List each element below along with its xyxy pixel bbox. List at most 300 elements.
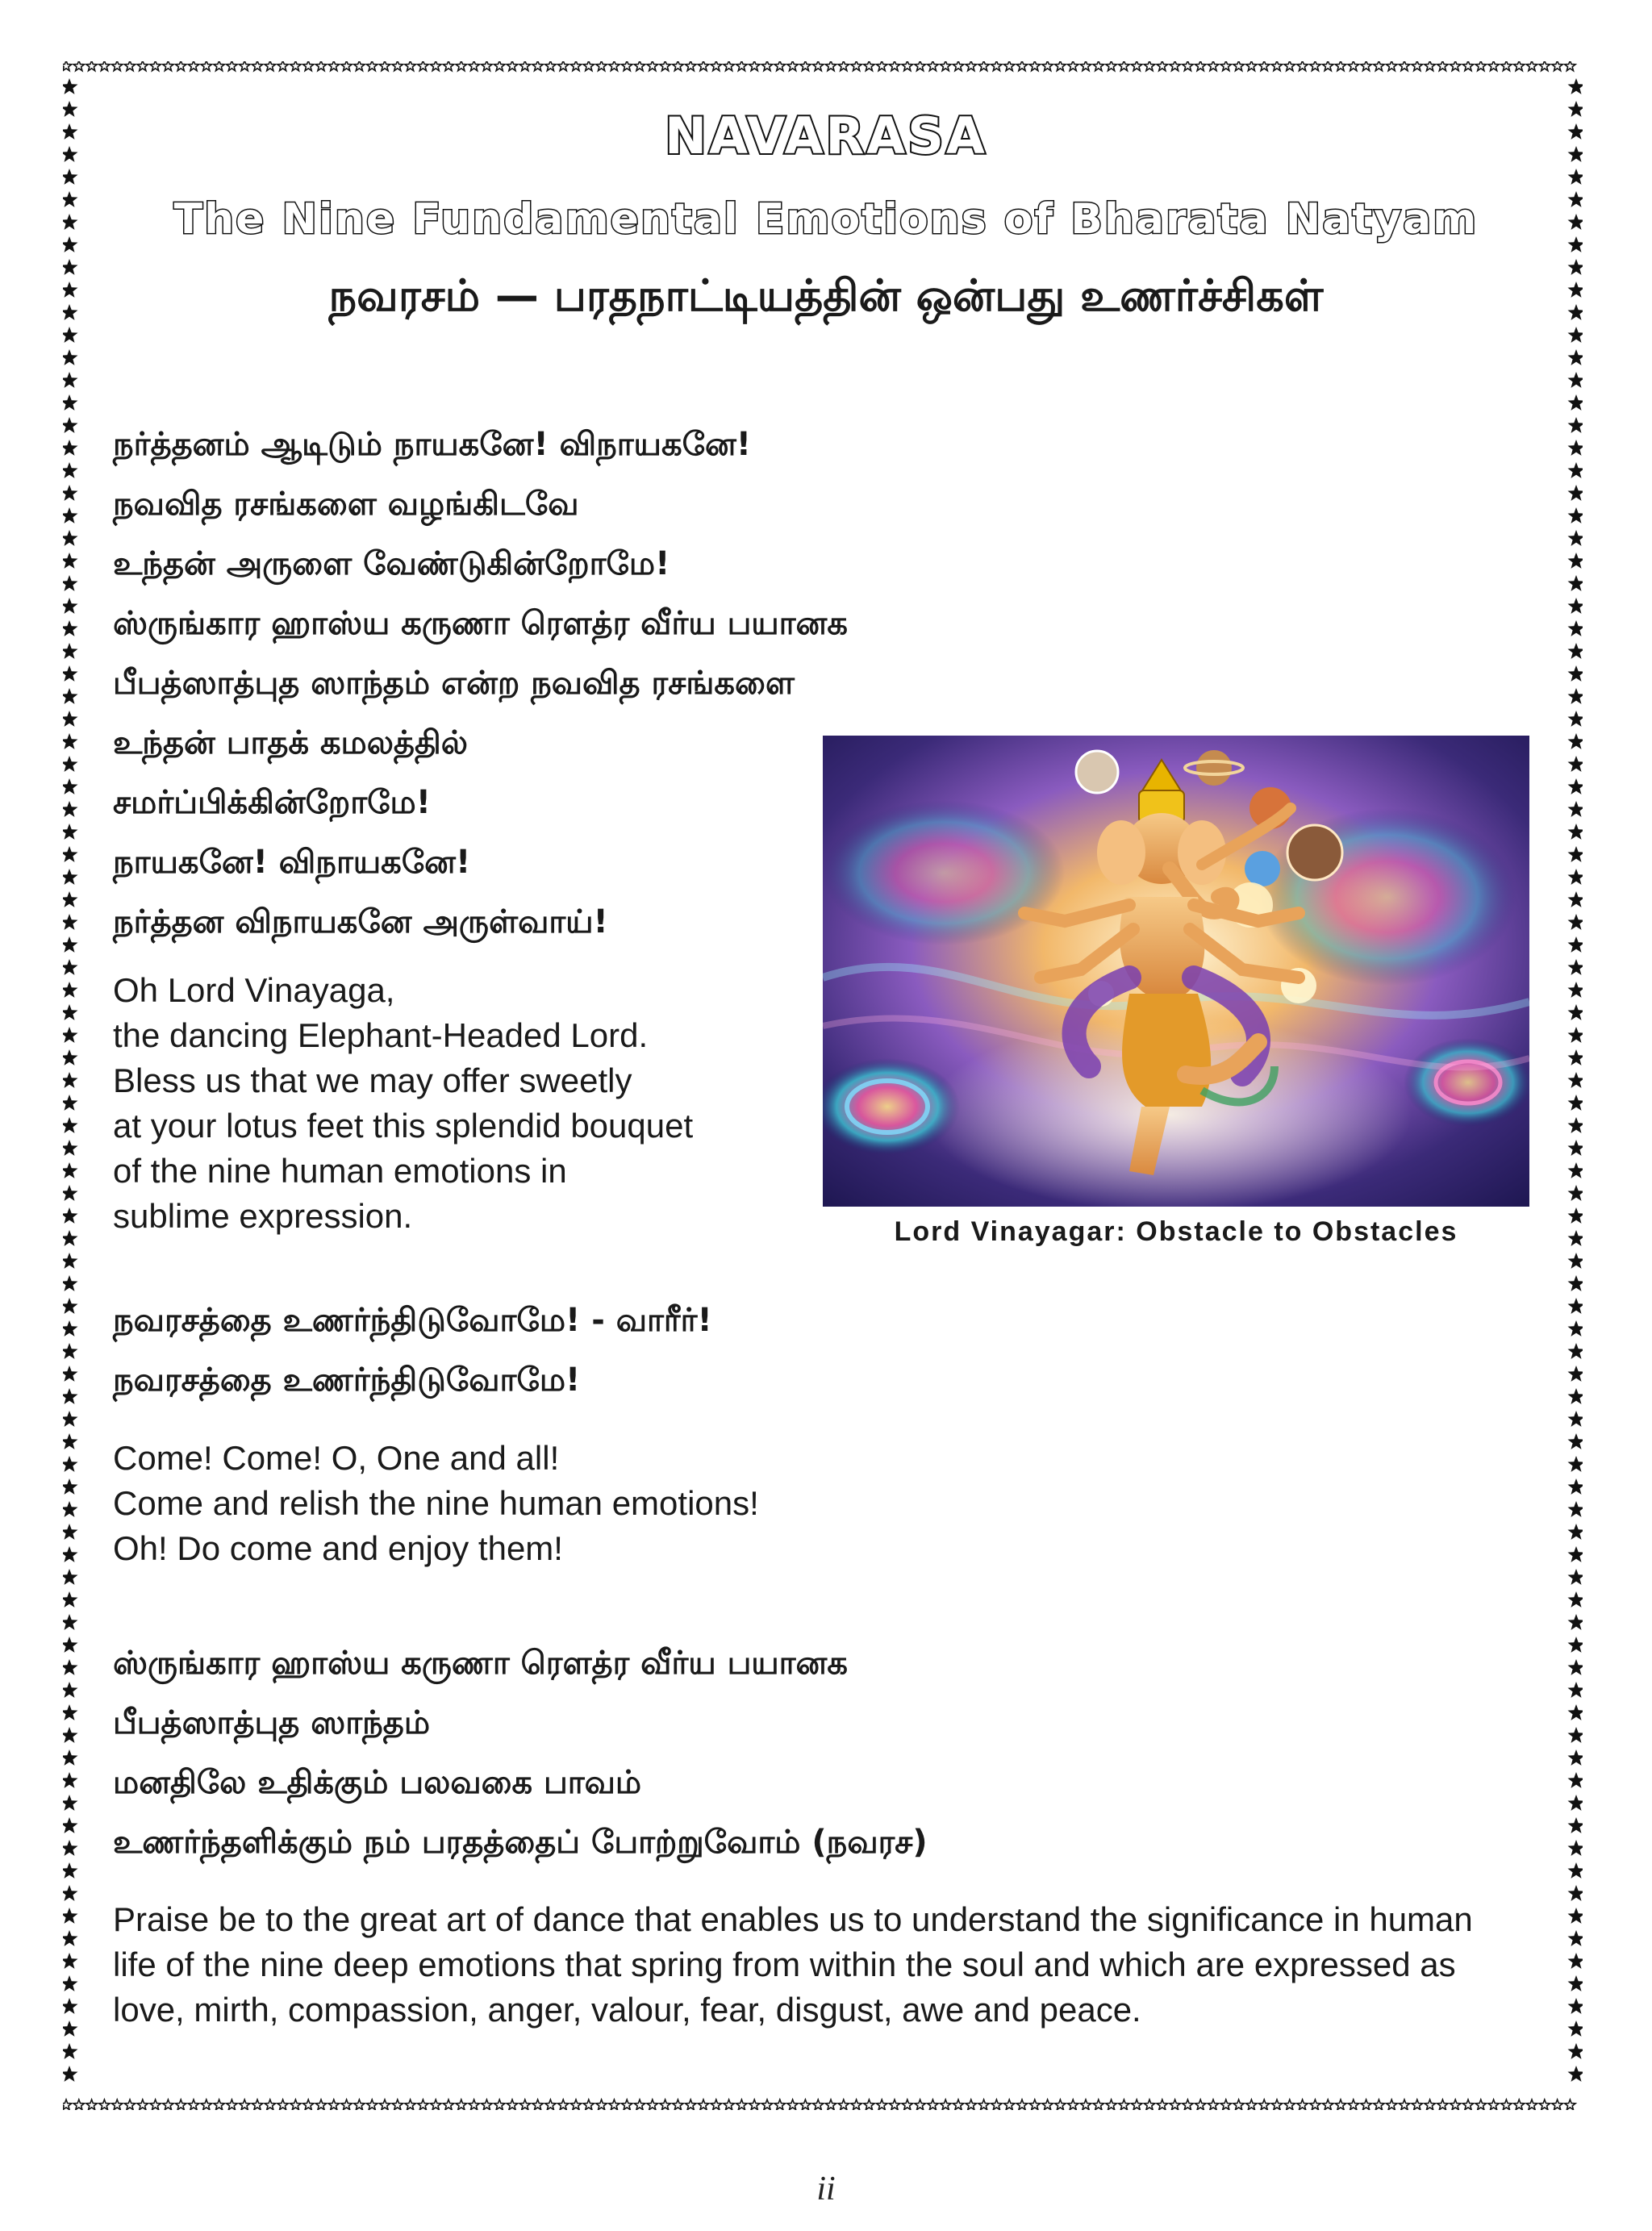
- border-star-icon: [1568, 1366, 1583, 1382]
- border-star-icon: [1568, 417, 1583, 433]
- border-star-icon: [724, 61, 734, 71]
- border-star-icon: [507, 61, 517, 71]
- border-star-icon: [201, 61, 211, 71]
- border-star-icon: [124, 61, 135, 71]
- border-star-icon: [63, 575, 78, 591]
- border-star-icon: [99, 2100, 110, 2110]
- border-star-icon: [1568, 756, 1583, 772]
- border-star-icon: [63, 2066, 78, 2082]
- border-star-icon: [1132, 61, 1142, 71]
- border-star-icon: [86, 2100, 97, 2110]
- border-star-icon: [851, 2100, 861, 2110]
- border-star-icon: [1246, 2100, 1257, 2110]
- border-star-icon: [1323, 61, 1333, 71]
- border-star-icon: [1029, 61, 1040, 71]
- border-star-icon: [1568, 665, 1583, 682]
- page-title: NAVARASA: [665, 106, 987, 165]
- tamil-line: உணர்ந்தளிக்கும் நம் பரதத்தைப் போற்றுவோம் (நவரச): [113, 1824, 928, 1861]
- border-star-icon: [545, 61, 556, 71]
- border-star-icon: [1568, 485, 1583, 501]
- border-star-icon: [1055, 2100, 1066, 2110]
- border-star-icon: [1144, 2100, 1154, 2110]
- border-star-icon: [1170, 2100, 1180, 2110]
- border-star-icon: [201, 2100, 211, 2110]
- border-star-icon: [63, 1411, 78, 1427]
- border-star-icon: [482, 2100, 492, 2110]
- border-star-icon: [443, 2100, 453, 2110]
- border-star-icon: [736, 2100, 747, 2110]
- border-star-icon: [1310, 2100, 1320, 2110]
- border-star-icon: [1568, 1885, 1583, 1901]
- border-star-icon: [63, 1072, 78, 1088]
- border-star-icon: [1157, 2100, 1167, 2110]
- border-star-icon: [112, 61, 123, 71]
- border-star-icon: [1016, 61, 1027, 71]
- border-star-icon: [63, 959, 78, 975]
- border-star-icon: [418, 2100, 428, 2110]
- border-star-icon: [354, 61, 365, 71]
- border-star-icon: [63, 1817, 78, 1833]
- border-star-icon: [1183, 61, 1193, 71]
- border-star-icon: [1568, 1185, 1583, 1201]
- border-star-icon: [1310, 61, 1320, 71]
- border-star-icon: [864, 61, 874, 71]
- border-star-icon: [303, 61, 314, 71]
- border-star-icon: [1568, 1388, 1583, 1404]
- border-star-icon: [698, 2100, 708, 2110]
- border-star-icon: [63, 846, 78, 862]
- border-star-icon: [941, 2100, 951, 2110]
- border-star-icon: [63, 824, 78, 840]
- border-star-icon: [1042, 2100, 1053, 2110]
- border-star-icon: [825, 2100, 836, 2110]
- border-star-icon: [1195, 61, 1206, 71]
- border-star-icon: [1029, 2100, 1040, 2110]
- border-star-icon: [1475, 2100, 1486, 2110]
- border-star-icon: [1399, 61, 1409, 71]
- border-star-icon: [1132, 2100, 1142, 2110]
- border-star-icon: [73, 2100, 84, 2110]
- border-star-icon: [1080, 61, 1091, 71]
- border-star-icon: [698, 61, 708, 71]
- border-star-icon: [1568, 891, 1583, 907]
- border-star-icon: [63, 1207, 78, 1224]
- border-star-icon: [813, 61, 824, 71]
- tamil-line: உந்தன் பாதக் கமலத்தில்: [113, 724, 468, 761]
- border-star-icon: [1425, 2100, 1435, 2110]
- border-star-icon: [1568, 1817, 1583, 1833]
- border-star-icon: [634, 2100, 645, 2110]
- border-star-icon: [749, 2100, 760, 2110]
- border-star-icon: [711, 61, 721, 71]
- border-star-icon: [1055, 61, 1066, 71]
- border-star-icon: [1195, 2100, 1206, 2110]
- border-star-icon: [1568, 1524, 1583, 1540]
- border-star-icon: [1080, 2100, 1091, 2110]
- border-star-icon: [63, 1772, 78, 1788]
- border-star-icon: [1106, 61, 1116, 71]
- border-star-icon: [86, 61, 97, 71]
- border-star-icon: [1568, 1727, 1583, 1743]
- border-star-icon: [63, 1885, 78, 1901]
- border-star-icon: [507, 2100, 517, 2110]
- tamil-line: பீபத்ஸாத்புத ஸாந்தம் என்ற நவவித ரசங்களை: [113, 665, 795, 702]
- border-star-icon: [1374, 2100, 1384, 2110]
- border-star-icon: [1568, 801, 1583, 817]
- border-star-icon: [63, 1953, 78, 1969]
- border-star-icon: [953, 2100, 963, 2110]
- border-star-icon: [494, 61, 505, 71]
- verse2-english: [113, 1436, 759, 1571]
- border-star-icon: [1450, 61, 1461, 71]
- border-star-icon: [252, 61, 262, 71]
- border-star-icon: [1568, 1591, 1583, 1608]
- page-number: ii: [816, 2171, 836, 2208]
- border-star-icon: [711, 2100, 721, 2110]
- border-star-icon: [63, 1366, 78, 1382]
- border-star-icon: [1568, 2020, 1583, 2037]
- border-star-icon: [63, 711, 78, 727]
- border-star-icon: [341, 61, 352, 71]
- border-star-icon: [1568, 1682, 1583, 1698]
- border-star-icon: [63, 891, 78, 907]
- border-star-icon: [150, 2100, 161, 2110]
- border-star-icon: [1565, 2100, 1575, 2110]
- border-star-icon: [63, 1614, 78, 1630]
- border-star-icon: [1568, 1637, 1583, 1653]
- border-star-icon: [1514, 2100, 1525, 2110]
- border-star-icon: [1271, 61, 1282, 71]
- border-star-icon: [1093, 61, 1103, 71]
- tamil-line: மனதிலே உதிக்கும் பலவகை பாவம்: [113, 1764, 642, 1801]
- english-line: Bless us that we may offer sweetly: [113, 1061, 632, 1099]
- border-star-icon: [1568, 2043, 1583, 2059]
- border-star-icon: [163, 61, 173, 71]
- border-star-icon: [647, 2100, 657, 2110]
- border-star-icon: [303, 2100, 314, 2110]
- border-star-icon: [456, 61, 466, 71]
- border-star-icon: [1348, 2100, 1358, 2110]
- border-star-icon: [1552, 2100, 1562, 2110]
- border-star-icon: [915, 2100, 925, 2110]
- border-star-icon: [1568, 643, 1583, 659]
- border-star-icon: [1568, 1908, 1583, 1924]
- border-star-icon: [864, 2100, 874, 2110]
- border-star-icon: [63, 1343, 78, 1359]
- dancing-ganesha-illustration: [823, 736, 1529, 1207]
- border-star-icon: [124, 2100, 135, 2110]
- border-star-icon: [749, 61, 760, 71]
- border-star-icon: [1568, 553, 1583, 569]
- tamil-line: நர்த்தன விநாயகனே அருள்வாய்!: [113, 903, 608, 940]
- border-star-icon: [63, 462, 78, 478]
- border-star-icon: [953, 61, 963, 71]
- border-star-icon: [1568, 1862, 1583, 1879]
- border-star-icon: [1437, 61, 1448, 71]
- border-star-icon: [800, 2100, 811, 2110]
- border-star-icon: [1568, 1275, 1583, 1291]
- border-star-icon: [1361, 61, 1371, 71]
- border-star-icon: [214, 2100, 224, 2110]
- border-star-icon: [1348, 61, 1358, 71]
- border-star-icon: [1387, 2100, 1397, 2110]
- border-star-icon: [63, 1027, 78, 1043]
- border-star-icon: [966, 61, 976, 71]
- border-star-icon: [660, 61, 670, 71]
- border-star-icon: [1233, 2100, 1244, 2110]
- border-star-icon: [1208, 2100, 1218, 2110]
- border-star-icon: [240, 61, 250, 71]
- border-star-icon: [1042, 61, 1053, 71]
- border-star-icon: [63, 1682, 78, 1698]
- border-star-icon: [1119, 2100, 1129, 2110]
- border-star-icon: [63, 665, 78, 682]
- border-star-icon: [991, 2100, 1002, 2110]
- border-star-icon: [1526, 2100, 1537, 2110]
- tamil-line: ஸ்ருங்கார ஹாஸ்ய கருணா ரௌத்ர வீர்ய பயானக: [113, 1645, 848, 1682]
- border-star-icon: [63, 733, 78, 749]
- tamil-line: நவரசத்தை உணர்ந்திடுவோமே!: [113, 1362, 581, 1399]
- border-star-icon: [1297, 61, 1308, 71]
- border-star-icon: [1568, 711, 1583, 727]
- border-star-icon: [787, 61, 798, 71]
- border-star-icon: [63, 1659, 78, 1675]
- border-star-icon: [532, 61, 543, 71]
- border-star-icon: [63, 620, 78, 636]
- border-star-icon: [63, 417, 78, 433]
- border-star-icon: [290, 2100, 301, 2110]
- border-star-icon: [1106, 2100, 1116, 2110]
- border-star-icon: [1271, 2100, 1282, 2110]
- border-star-icon: [1568, 2066, 1583, 2082]
- border-star-icon: [176, 61, 186, 71]
- border-star-icon: [1170, 61, 1180, 71]
- border-star-icon: [405, 2100, 415, 2110]
- border-star-icon: [188, 2100, 198, 2110]
- border-star-icon: [252, 2100, 262, 2110]
- border-star-icon: [431, 2100, 441, 2110]
- border-star-icon: [469, 2100, 479, 2110]
- border-star-icon: [1526, 61, 1537, 71]
- border-star-icon: [354, 2100, 365, 2110]
- border-star-icon: [1568, 1049, 1583, 1065]
- border-star-icon: [1068, 61, 1078, 71]
- border-star-icon: [1568, 1004, 1583, 1020]
- border-star-icon: [1016, 2100, 1027, 2110]
- border-star-icon: [63, 1275, 78, 1291]
- english-line: at your lotus feet this splendid bouquet: [113, 1107, 694, 1145]
- border-star-icon: [63, 169, 78, 185]
- border-star-icon: [1568, 530, 1583, 546]
- border-star-icon: [1568, 1749, 1583, 1766]
- border-star-icon: [1297, 2100, 1308, 2110]
- border-star-icon: [686, 61, 696, 71]
- border-star-icon: [176, 2100, 186, 2110]
- border-star-icon: [1514, 61, 1525, 71]
- page-subtitle: The Nine Fundamental Emotions of Bharata Natyam: [173, 195, 1479, 244]
- tamil-line: நர்த்தனம் ஆடிடும் நாயகனே! விநாயகனே!: [113, 426, 751, 463]
- border-star-icon: [609, 2100, 620, 2110]
- border-star-icon: [1568, 327, 1583, 343]
- border-star-icon: [1220, 2100, 1231, 2110]
- border-star-icon: [1568, 1930, 1583, 1946]
- border-star-icon: [1004, 2100, 1015, 2110]
- english-line: sublime expression.: [113, 1197, 413, 1235]
- border-star-icon: [1568, 1975, 1583, 1991]
- border-star-icon: [902, 61, 912, 71]
- border-star-icon: [1004, 61, 1015, 71]
- border-star-icon: [1568, 1072, 1583, 1088]
- border-star-icon: [63, 1998, 78, 2014]
- border-star-icon: [532, 2100, 543, 2110]
- border-star-icon: [838, 2100, 849, 2110]
- border-star-icon: [1183, 2100, 1193, 2110]
- border-star-icon: [150, 61, 161, 71]
- english-line: of the nine human emotions in: [113, 1152, 567, 1190]
- border-star-icon: [800, 61, 811, 71]
- border-star-icon: [1220, 61, 1231, 71]
- border-star-icon: [877, 61, 887, 71]
- border-star-icon: [1568, 1478, 1583, 1495]
- border-star-icon: [877, 2100, 887, 2110]
- border-star-icon: [63, 1795, 78, 1811]
- border-star-icon: [1568, 169, 1583, 185]
- border-star-icon: [673, 2100, 683, 2110]
- border-star-icon: [63, 1591, 78, 1608]
- border-star-icon: [277, 2100, 288, 2110]
- border-star-icon: [1568, 1027, 1583, 1043]
- border-star-icon: [1539, 61, 1550, 71]
- border-star-icon: [1568, 598, 1583, 614]
- border-star-icon: [736, 61, 747, 71]
- border-star-icon: [1568, 78, 1583, 94]
- border-star-icon: [1335, 61, 1345, 71]
- border-star-icon: [673, 61, 683, 71]
- border-star-icon: [724, 2100, 734, 2110]
- border-star-icon: [966, 2100, 976, 2110]
- tamil-line: உந்தன் அருளை வேண்டுகின்றோமே!: [113, 545, 670, 582]
- border-star-icon: [63, 1230, 78, 1246]
- border-star-icon: [634, 61, 645, 71]
- border-star-icon: [1144, 61, 1154, 71]
- border-star-icon: [63, 1095, 78, 1111]
- border-star-icon: [214, 61, 224, 71]
- border-star-icon: [63, 1908, 78, 1924]
- border-star-icon: [1568, 733, 1583, 749]
- border-star-icon: [63, 1253, 78, 1269]
- border-star-icon: [928, 2100, 938, 2110]
- border-star-icon: [63, 507, 78, 523]
- border-star-icon: [379, 61, 390, 71]
- border-star-icon: [1157, 61, 1167, 71]
- border-star-icon: [558, 2100, 569, 2110]
- border-star-icon: [1568, 846, 1583, 862]
- border-star-icon: [1568, 1207, 1583, 1224]
- border-star-icon: [774, 61, 785, 71]
- border-star-icon: [315, 61, 326, 71]
- border-star-icon: [63, 936, 78, 953]
- border-star-icon: [1412, 61, 1422, 71]
- border-star-icon: [1412, 2100, 1422, 2110]
- border-star-icon: [456, 2100, 466, 2110]
- border-star-icon: [1462, 61, 1473, 71]
- closing-paragraph: Praise be to the great art of dance that enables us to understand the significance in human life of the nine deep emotions that spring from within the soul and which are expressed as love, mirth, compassion, anger, valour, fear, disgust, awe and peace.: [113, 1900, 1473, 2029]
- border-star-icon: [63, 914, 78, 930]
- border-star-icon: [1568, 1546, 1583, 1562]
- border-star-icon: [63, 1004, 78, 1020]
- border-star-icon: [1568, 1614, 1583, 1630]
- border-star-icon: [63, 598, 78, 614]
- border-star-icon: [137, 61, 148, 71]
- border-star-icon: [1568, 507, 1583, 523]
- border-star-icon: [1568, 1140, 1583, 1156]
- border-star-icon: [63, 1546, 78, 1562]
- english-line: Come and relish the nine human emotions!: [113, 1484, 759, 1522]
- english-line: Oh Lord Vinayaga,: [113, 971, 395, 1009]
- border-star-icon: [1119, 61, 1129, 71]
- verse3-tamil: [113, 1633, 928, 1872]
- border-star-icon: [63, 1433, 78, 1449]
- border-star-icon: [1387, 61, 1397, 71]
- border-star-icon: [63, 1569, 78, 1585]
- border-star-icon: [277, 61, 288, 71]
- border-star-icon: [1568, 869, 1583, 885]
- border-star-icon: [889, 2100, 899, 2110]
- border-star-icon: [558, 61, 569, 71]
- border-star-icon: [379, 2100, 390, 2110]
- border-star-icon: [63, 1162, 78, 1178]
- border-star-icon: [63, 778, 78, 794]
- border-star-icon: [63, 1637, 78, 1653]
- border-star-icon: [443, 61, 453, 71]
- border-star-icon: [622, 2100, 632, 2110]
- tamil-line: நாயகனே! விநாயகனே!: [113, 844, 471, 881]
- border-star-icon: [1568, 394, 1583, 411]
- english-line: Oh! Do come and enjoy them!: [113, 1529, 563, 1567]
- border-star-icon: [1488, 61, 1499, 71]
- border-star-icon: [1568, 1253, 1583, 1269]
- border-star-icon: [63, 688, 78, 704]
- border-star-icon: [63, 982, 78, 998]
- border-star-icon: [63, 349, 78, 365]
- border-star-icon: [63, 1320, 78, 1337]
- border-star-icon: [63, 1478, 78, 1495]
- border-star-icon: [63, 78, 78, 94]
- border-star-icon: [188, 61, 198, 71]
- border-star-icon: [63, 2020, 78, 2037]
- border-star-icon: [469, 61, 479, 71]
- border-star-icon: [63, 485, 78, 501]
- border-star-icon: [63, 1840, 78, 1856]
- border-star-icon: [1374, 61, 1384, 71]
- border-star-icon: [1568, 1411, 1583, 1427]
- tamil-title: நவரசம் — பரதநாட்டியத்தின் ஒன்பது உணர்ச்சிகள்: [328, 270, 1324, 321]
- tamil-line: ஸ்ருங்கார ஹாஸ்ய கருணா ரௌத்ர வீர்ய பயானக: [113, 605, 848, 642]
- border-star-icon: [63, 1975, 78, 1991]
- border-star-icon: [63, 1117, 78, 1133]
- border-star-icon: [1568, 1659, 1583, 1675]
- border-star-icon: [1568, 1433, 1583, 1449]
- border-star-icon: [63, 1185, 78, 1201]
- border-star-icon: [774, 2100, 785, 2110]
- border-star-icon: [787, 2100, 798, 2110]
- border-star-icon: [63, 327, 78, 343]
- image-caption: Lord Vinayagar: Obstacle to Obstacles: [894, 1216, 1458, 1247]
- border-star-icon: [1259, 2100, 1270, 2110]
- border-star-icon: [1246, 61, 1257, 71]
- tamil-line: நவவித ரசங்களை வழங்கிடவே: [113, 486, 579, 523]
- border-star-icon: [63, 1388, 78, 1404]
